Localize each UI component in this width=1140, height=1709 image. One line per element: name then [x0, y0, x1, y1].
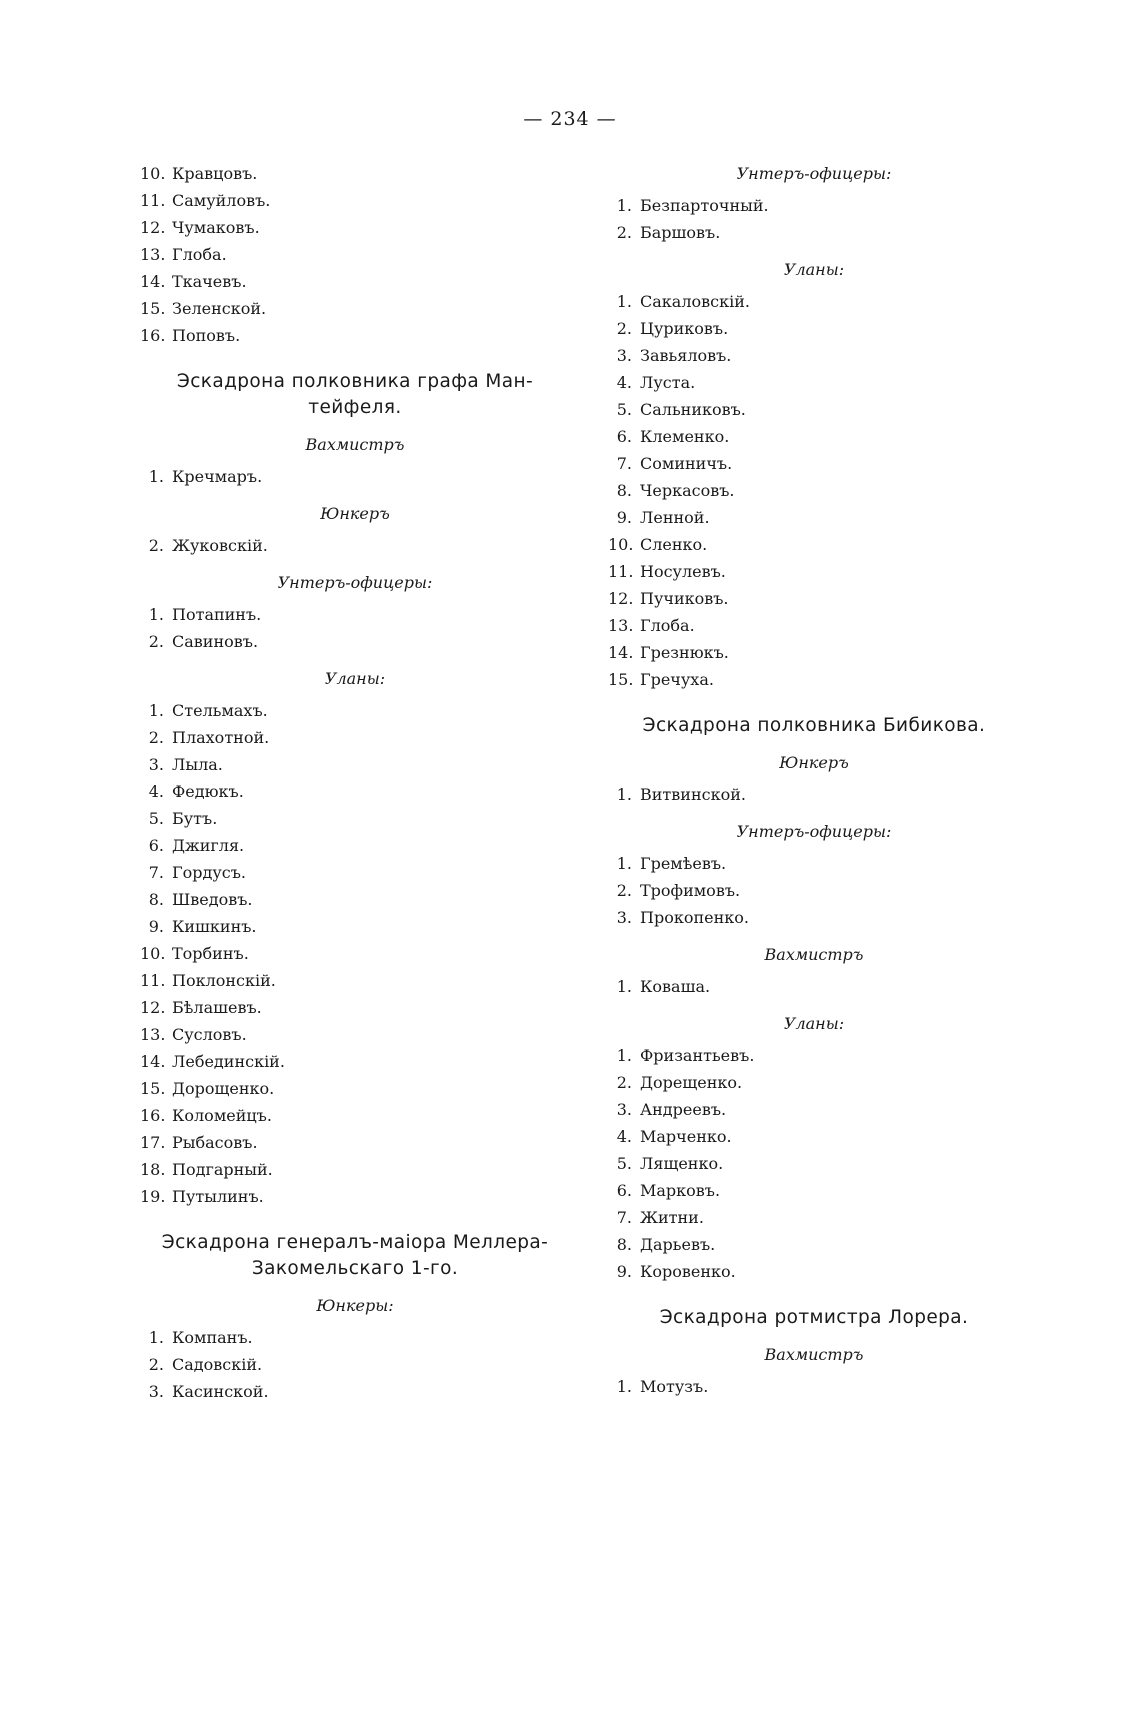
- item-name: Плахотной.: [172, 728, 270, 747]
- item-number: 2.: [616, 1073, 632, 1092]
- item-number: 7.: [616, 1208, 632, 1227]
- item-name: Соминичъ.: [640, 454, 733, 473]
- item-name: Гречуха.: [640, 670, 714, 689]
- rank-subheading: Уланы:: [783, 260, 845, 279]
- name-list: [140, 463, 570, 490]
- list-item: [608, 450, 1020, 477]
- list-item: [140, 697, 570, 724]
- rank-subheading: Унтеръ-офицеры:: [277, 573, 433, 592]
- list-item: [140, 1102, 570, 1129]
- item-number: 15.: [140, 299, 166, 318]
- rank-subheading: Унтеръ-офицеры:: [736, 822, 892, 841]
- item-name: Коровенко.: [640, 1262, 736, 1281]
- list-item: [140, 1075, 570, 1102]
- item-name: Глоба.: [172, 245, 227, 264]
- item-name: Путылинъ.: [172, 1187, 264, 1206]
- item-number: 6.: [616, 1181, 632, 1200]
- item-number: 7.: [148, 863, 164, 882]
- list-item: [608, 1150, 1020, 1177]
- item-name: Дарьевъ.: [640, 1235, 716, 1254]
- list-item: [140, 859, 570, 886]
- list-item: [608, 531, 1020, 558]
- list-item: [140, 322, 570, 349]
- item-name: Прокопенко.: [640, 908, 749, 927]
- list-item: [140, 532, 570, 559]
- item-name: Сленко.: [640, 535, 708, 554]
- item-name: Рыбасовъ.: [172, 1133, 258, 1152]
- item-name: Витвинской.: [640, 785, 746, 804]
- heading-line: Закомельскаго 1-го.: [251, 1258, 459, 1279]
- item-name: Фризантьевъ.: [640, 1046, 755, 1065]
- item-number: 14.: [140, 272, 166, 291]
- heading-line: Эскадрона полковника Бибикова.: [642, 715, 986, 736]
- item-name: Зеленской.: [172, 299, 267, 318]
- item-number: 2.: [148, 728, 164, 747]
- item-name: Клеменко.: [640, 427, 730, 446]
- item-number: 18.: [140, 1160, 166, 1179]
- item-number: 9.: [616, 1262, 632, 1281]
- item-name: Потапинъ.: [172, 605, 262, 624]
- list-item: [608, 1258, 1020, 1285]
- item-name: Компанъ.: [172, 1328, 253, 1347]
- item-number: 13.: [140, 1025, 166, 1044]
- list-item: [608, 1204, 1020, 1231]
- item-number: 17.: [140, 1133, 166, 1152]
- list-item: [140, 724, 570, 751]
- item-name: Сусловъ.: [172, 1025, 247, 1044]
- list-item: [608, 666, 1020, 693]
- item-number: 6.: [616, 427, 632, 446]
- item-number: 11.: [140, 191, 166, 210]
- item-name: Грезнюкъ.: [640, 643, 729, 662]
- item-name: Джигля.: [172, 836, 245, 855]
- item-number: 13.: [140, 245, 166, 264]
- item-number: 15.: [608, 670, 634, 689]
- name-list: [608, 850, 1020, 931]
- item-name: Ленной.: [640, 508, 710, 527]
- list-item: [608, 781, 1020, 808]
- item-name: Шведовъ.: [172, 890, 253, 909]
- item-number: 3.: [616, 908, 632, 927]
- item-name: Кишкинъ.: [172, 917, 257, 936]
- list-item: [608, 288, 1020, 315]
- rank-subheading: Уланы:: [324, 669, 386, 688]
- item-name: Глоба.: [640, 616, 695, 635]
- list-item: [608, 369, 1020, 396]
- list-item: [140, 214, 570, 241]
- item-number: 1.: [616, 292, 632, 311]
- item-name: Савиновъ.: [172, 632, 259, 651]
- item-name: Пучиковъ.: [640, 589, 729, 608]
- rank-subheading: Юнкеръ: [320, 504, 390, 523]
- item-name: Житни.: [640, 1208, 704, 1227]
- item-number: 1.: [148, 1328, 164, 1347]
- list-item: [608, 396, 1020, 423]
- item-number: 1.: [148, 467, 164, 486]
- item-name: Гремѣевъ.: [640, 854, 727, 873]
- item-name: Черкасовъ.: [640, 481, 735, 500]
- list-item: [140, 187, 570, 214]
- list-item: [140, 601, 570, 628]
- heading-line: тейфеля.: [308, 397, 402, 418]
- item-name: Самуйловъ.: [172, 191, 271, 210]
- item-number: 4.: [616, 1127, 632, 1146]
- item-number: 2.: [148, 536, 164, 555]
- item-number: 5.: [148, 809, 164, 828]
- squadron-heading: [608, 713, 1020, 739]
- item-number: 1.: [616, 196, 632, 215]
- right-column: [608, 160, 1020, 1400]
- list-item: [140, 1156, 570, 1183]
- list-item: [608, 1177, 1020, 1204]
- name-list: [608, 1373, 1020, 1400]
- list-item: [140, 268, 570, 295]
- item-number: 11.: [140, 971, 166, 990]
- list-item: [140, 1021, 570, 1048]
- item-number: 14.: [608, 643, 634, 662]
- item-name: Мотузъ.: [640, 1377, 709, 1396]
- rank-subheading: Юнкеры:: [316, 1296, 394, 1315]
- squadron-heading: [608, 1305, 1020, 1331]
- list-item: [140, 628, 570, 655]
- item-name: Жуковскій.: [172, 536, 268, 555]
- item-number: 5.: [616, 1154, 632, 1173]
- item-number: 2.: [148, 632, 164, 651]
- list-item: [140, 967, 570, 994]
- list-item: [608, 192, 1020, 219]
- list-item: [608, 342, 1020, 369]
- item-name: Чумаковъ.: [172, 218, 260, 237]
- item-number: 1.: [616, 785, 632, 804]
- squadron-heading: [140, 1230, 570, 1282]
- list-item: [140, 160, 570, 187]
- item-number: 11.: [608, 562, 634, 581]
- list-item: [608, 1042, 1020, 1069]
- list-item: [608, 850, 1020, 877]
- item-name: Завьяловъ.: [640, 346, 732, 365]
- list-item: [608, 1096, 1020, 1123]
- name-list: [140, 697, 570, 1210]
- name-list: [608, 1042, 1020, 1285]
- item-name: Ткачевъ.: [172, 272, 247, 291]
- page-number: — 234 —: [523, 108, 617, 130]
- item-name: Коваша.: [640, 977, 711, 996]
- item-name: Кречмаръ.: [172, 467, 263, 486]
- item-name: Лященко.: [640, 1154, 724, 1173]
- list-item: [608, 423, 1020, 450]
- rank-subheading: Вахмистръ: [764, 1345, 864, 1364]
- squadron-heading: [140, 369, 570, 421]
- item-name: Марковъ.: [640, 1181, 721, 1200]
- item-name: Лебединскій.: [172, 1052, 285, 1071]
- item-number: 1.: [616, 854, 632, 873]
- list-item: [140, 1324, 570, 1351]
- item-name: Безпарточный.: [640, 196, 769, 215]
- item-number: 3.: [148, 755, 164, 774]
- item-number: 12.: [140, 998, 166, 1017]
- list-item: [608, 877, 1020, 904]
- list-item: [608, 1069, 1020, 1096]
- item-number: 3.: [616, 1100, 632, 1119]
- item-number: 12.: [140, 218, 166, 237]
- item-number: 10.: [608, 535, 634, 554]
- list-item: [140, 994, 570, 1021]
- list-item: [140, 940, 570, 967]
- item-name: Садовскій.: [172, 1355, 263, 1374]
- list-item: [608, 1231, 1020, 1258]
- list-item: [140, 1378, 570, 1405]
- name-list: [608, 973, 1020, 1000]
- heading-line: Эскадрона полковника графа Ман-: [176, 371, 534, 392]
- item-number: 9.: [148, 917, 164, 936]
- item-name: Федюкъ.: [172, 782, 244, 801]
- item-number: 8.: [616, 1235, 632, 1254]
- item-number: 4.: [148, 782, 164, 801]
- name-list: [608, 781, 1020, 808]
- item-name: Носулевъ.: [640, 562, 726, 581]
- item-name: Сакаловскій.: [640, 292, 750, 311]
- item-number: 5.: [616, 400, 632, 419]
- list-item: [608, 504, 1020, 531]
- item-number: 8.: [616, 481, 632, 500]
- item-name: Поповъ.: [172, 326, 241, 345]
- item-number: 3.: [148, 1382, 164, 1401]
- item-number: 10.: [140, 944, 166, 963]
- item-name: Дорощенко.: [172, 1079, 275, 1098]
- item-name: Касинской.: [172, 1382, 269, 1401]
- rank-subheading: Унтеръ-офицеры:: [736, 164, 892, 183]
- left-column: [140, 160, 570, 1405]
- name-list: [608, 288, 1020, 693]
- item-number: 9.: [616, 508, 632, 527]
- item-number: 14.: [140, 1052, 166, 1071]
- item-name: Коломейцъ.: [172, 1106, 272, 1125]
- item-number: 15.: [140, 1079, 166, 1098]
- item-number: 6.: [148, 836, 164, 855]
- item-name: Луста.: [640, 373, 696, 392]
- item-name: Андреевъ.: [640, 1100, 727, 1119]
- item-name: Бутъ.: [172, 809, 218, 828]
- rank-subheading: Вахмистръ: [305, 435, 405, 454]
- item-number: 1.: [616, 1377, 632, 1396]
- list-item: [608, 904, 1020, 931]
- item-number: 13.: [608, 616, 634, 635]
- item-number: 2.: [616, 223, 632, 242]
- list-item: [608, 973, 1020, 1000]
- item-name: Лыла.: [172, 755, 223, 774]
- item-name: Бѣлашевъ.: [172, 998, 262, 1017]
- item-number: 2.: [616, 319, 632, 338]
- item-name: Подгарный.: [172, 1160, 273, 1179]
- item-name: Торбинъ.: [172, 944, 249, 963]
- name-list: [140, 601, 570, 655]
- item-name: Поклонскій.: [172, 971, 276, 990]
- list-item: [608, 1123, 1020, 1150]
- name-list: [140, 532, 570, 559]
- item-number: 3.: [616, 346, 632, 365]
- item-name: Стельмахъ.: [172, 701, 268, 720]
- item-number: 12.: [608, 589, 634, 608]
- list-item: [140, 463, 570, 490]
- list-item: [608, 219, 1020, 246]
- list-item: [140, 1351, 570, 1378]
- name-list: [140, 160, 570, 349]
- item-number: 1.: [148, 605, 164, 624]
- rank-subheading: Вахмистръ: [764, 945, 864, 964]
- list-item: [140, 913, 570, 940]
- item-number: 19.: [140, 1187, 166, 1206]
- name-list: [608, 192, 1020, 246]
- list-item: [140, 241, 570, 268]
- list-item: [608, 612, 1020, 639]
- item-name: Гордусъ.: [172, 863, 246, 882]
- heading-line: Эскадрона ротмистра Лорера.: [659, 1307, 969, 1328]
- list-item: [140, 295, 570, 322]
- item-name: Сальниковъ.: [640, 400, 746, 419]
- item-number: 2.: [148, 1355, 164, 1374]
- item-number: 10.: [140, 164, 166, 183]
- list-item: [140, 778, 570, 805]
- rank-subheading: Уланы:: [783, 1014, 845, 1033]
- item-name: Цуриковъ.: [640, 319, 729, 338]
- list-item: [608, 315, 1020, 342]
- list-item: [140, 832, 570, 859]
- list-item: [140, 1183, 570, 1210]
- item-name: Кравцовъ.: [172, 164, 258, 183]
- item-number: 16.: [140, 326, 166, 345]
- rank-subheading: Юнкеръ: [779, 753, 849, 772]
- item-number: 8.: [148, 890, 164, 909]
- item-name: Баршовъ.: [640, 223, 721, 242]
- name-list: [140, 1324, 570, 1405]
- item-name: Трофимовъ.: [640, 881, 741, 900]
- list-item: [608, 477, 1020, 504]
- item-number: 1.: [616, 1046, 632, 1065]
- item-number: 1.: [148, 701, 164, 720]
- list-item: [140, 751, 570, 778]
- list-item: [608, 639, 1020, 666]
- item-name: Дорещенко.: [640, 1073, 743, 1092]
- item-number: 7.: [616, 454, 632, 473]
- item-number: 2.: [616, 881, 632, 900]
- heading-line: Эскадрона генералъ-маіора Меллера-: [161, 1232, 549, 1253]
- item-number: 1.: [616, 977, 632, 996]
- list-item: [140, 1048, 570, 1075]
- list-item: [140, 805, 570, 832]
- item-name: Марченко.: [640, 1127, 732, 1146]
- list-item: [608, 558, 1020, 585]
- list-item: [608, 585, 1020, 612]
- item-number: 4.: [616, 373, 632, 392]
- list-item: [608, 1373, 1020, 1400]
- list-item: [140, 886, 570, 913]
- list-item: [140, 1129, 570, 1156]
- item-number: 16.: [140, 1106, 166, 1125]
